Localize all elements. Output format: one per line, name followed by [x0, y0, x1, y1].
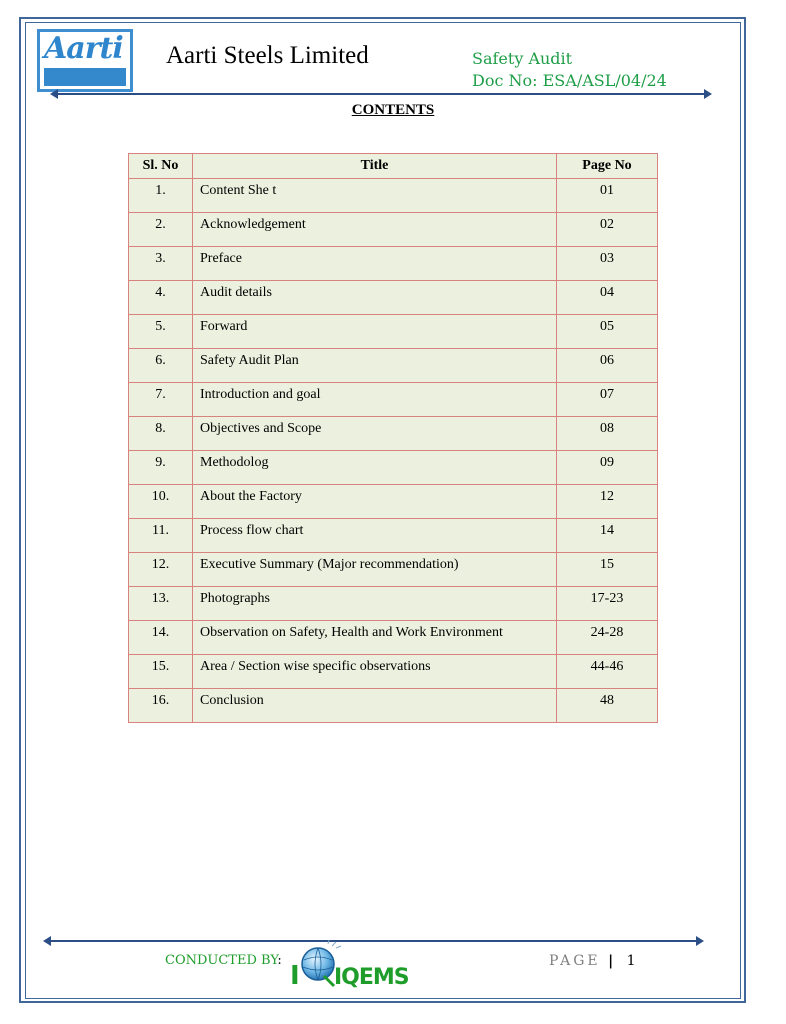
- page-separator: |: [608, 953, 614, 969]
- row-title: Preface: [193, 247, 557, 281]
- row-serial-number: 13.: [129, 587, 193, 621]
- row-page-number: 02: [557, 213, 658, 247]
- column-header-page-no: Page No: [557, 154, 658, 179]
- table-row: [129, 553, 658, 587]
- header-divider-arrow: [56, 93, 706, 95]
- row-serial-number: 8.: [129, 417, 193, 451]
- row-serial-number: 4.: [129, 281, 193, 315]
- row-page-number: 04: [557, 281, 658, 315]
- conducted-by-colon: :: [277, 953, 282, 968]
- row-title: Conclusion: [193, 689, 557, 723]
- table-row: [129, 451, 658, 485]
- aarti-logo-text: Aarti: [44, 31, 123, 66]
- contents-table-body: [129, 179, 658, 723]
- page-number: 1: [626, 953, 636, 969]
- row-serial-number: 6.: [129, 349, 193, 383]
- iqems-logo: [288, 940, 409, 992]
- row-serial-number: 3.: [129, 247, 193, 281]
- row-serial-number: 2.: [129, 213, 193, 247]
- row-title: Forward: [193, 315, 557, 349]
- table-row: [129, 383, 658, 417]
- row-page-number: 07: [557, 383, 658, 417]
- table-row: [129, 485, 658, 519]
- row-serial-number: 10.: [129, 485, 193, 519]
- table-row: [129, 281, 658, 315]
- doc-number: Doc No: ESA/ASL/04/24: [472, 71, 667, 90]
- contents-heading: CONTENTS: [351, 102, 435, 118]
- table-row: [129, 655, 658, 689]
- table-row: [129, 315, 658, 349]
- contents-table: [128, 153, 658, 723]
- row-page-number: 12: [557, 485, 658, 519]
- row-page-number: 06: [557, 349, 658, 383]
- row-title: Safety Audit Plan: [193, 349, 557, 383]
- row-serial-number: 1.: [129, 179, 193, 213]
- row-page-number: 01: [557, 179, 658, 213]
- conducted-by-label: [165, 953, 282, 968]
- row-serial-number: 12.: [129, 553, 193, 587]
- table-header-row: [129, 154, 658, 179]
- table-row: [129, 247, 658, 281]
- row-title: Process flow chart: [193, 519, 557, 553]
- table-row: [129, 213, 658, 247]
- row-title: Observation on Safety, Health and Work Environment: [193, 621, 557, 655]
- row-serial-number: 15.: [129, 655, 193, 689]
- table-row: [129, 519, 658, 553]
- table-row: [129, 587, 658, 621]
- doc-type: Safety Audit: [472, 49, 573, 68]
- table-row: [129, 621, 658, 655]
- row-title: About the Factory: [193, 485, 557, 519]
- row-page-number: 44-46: [557, 655, 658, 689]
- row-title: Photographs: [193, 587, 557, 621]
- iqems-logo-text: IQEMS: [334, 965, 409, 990]
- row-serial-number: 16.: [129, 689, 193, 723]
- conducted-by-text: CONDUCTED BY: [165, 953, 278, 968]
- table-row: [129, 417, 658, 451]
- row-page-number: 05: [557, 315, 658, 349]
- table-row: [129, 349, 658, 383]
- page-label: PAGE: [549, 953, 601, 969]
- row-title: Acknowledgement: [193, 213, 557, 247]
- row-serial-number: 11.: [129, 519, 193, 553]
- row-serial-number: 14.: [129, 621, 193, 655]
- row-page-number: 03: [557, 247, 658, 281]
- company-name: Aarti Steels Limited: [166, 42, 369, 69]
- table-row: [129, 179, 658, 213]
- page-number-block: [549, 953, 636, 969]
- row-title: Objectives and Scope: [193, 417, 557, 451]
- row-page-number: 17-23: [557, 587, 658, 621]
- row-title: Audit details: [193, 281, 557, 315]
- row-title: Area / Section wise specific observations: [193, 655, 557, 689]
- column-header-sl-no: Sl. No: [129, 154, 193, 179]
- row-page-number: 08: [557, 417, 658, 451]
- document-info: [472, 48, 667, 92]
- aarti-logo: [37, 29, 133, 92]
- row-serial-number: 5.: [129, 315, 193, 349]
- row-title: Methodolog: [193, 451, 557, 485]
- row-page-number: 15: [557, 553, 658, 587]
- row-serial-number: 7.: [129, 383, 193, 417]
- row-page-number: 09: [557, 451, 658, 485]
- row-title: Introduction and goal: [193, 383, 557, 417]
- row-title: Content She t: [193, 179, 557, 213]
- table-row: [129, 689, 658, 723]
- aarti-logo-bar: [44, 68, 126, 86]
- row-page-number: 48: [557, 689, 658, 723]
- column-header-title: Title: [193, 154, 557, 179]
- svg-text:I: I: [290, 961, 300, 991]
- row-page-number: 24-28: [557, 621, 658, 655]
- row-serial-number: 9.: [129, 451, 193, 485]
- row-title: Executive Summary (Major recommendation): [193, 553, 557, 587]
- row-page-number: 14: [557, 519, 658, 553]
